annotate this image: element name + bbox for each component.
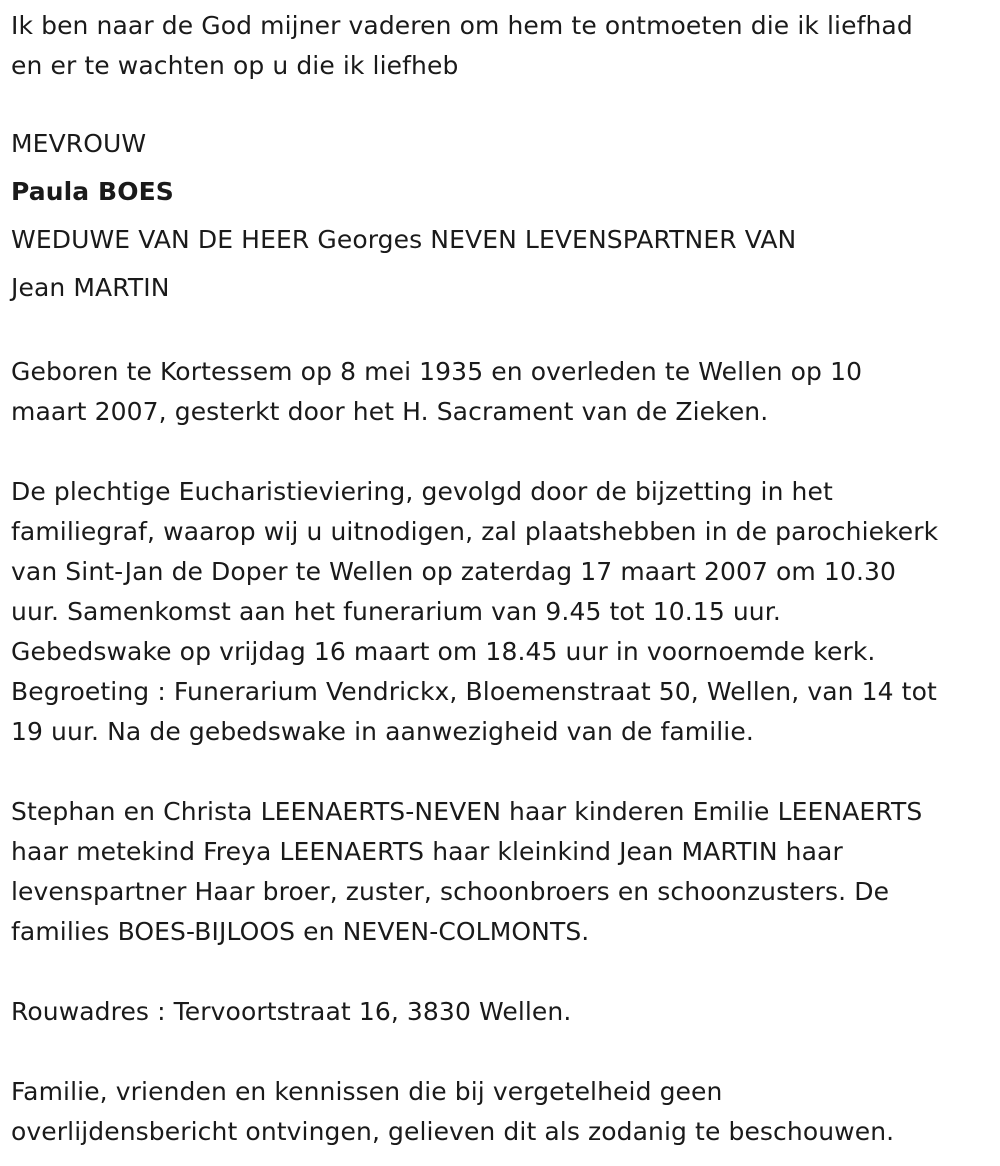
paragraph-line: haar metekind Freya LEENAERTS haar kleinkind Jean MARTIN haar	[11, 837, 843, 866]
notice-paragraph	[11, 1072, 991, 1152]
paragraph-line: uur. Samenkomst aan het funerarium van 9.45 tot 10.15 uur.	[11, 597, 781, 626]
spacer	[11, 312, 991, 352]
birth-death-paragraph	[11, 352, 991, 432]
epigraph-line: Ik ben naar de God mijner vaderen om hem te ontmoeten die ik liefhad	[11, 11, 913, 40]
deceased-name: Paula BOES	[11, 177, 174, 206]
family-paragraph	[11, 792, 991, 952]
spacer	[11, 752, 991, 792]
spacer	[11, 432, 991, 472]
paragraph-line: De plechtige Eucharistieviering, gevolgd door de bijzetting in het	[11, 477, 833, 506]
ceremony-paragraph	[11, 472, 991, 752]
paragraph-line: levenspartner Haar broer, zuster, schoonbroers en schoonzusters. De	[11, 877, 890, 906]
address-paragraph	[11, 992, 991, 1032]
death-notice	[11, 6, 991, 1152]
paragraph-line: 19 uur. Na de gebedswake in aanwezigheid van de familie.	[11, 717, 754, 746]
paragraph-line: Gebedswake op vrijdag 16 maart om 18.45 uur in voornoemde kerk.	[11, 637, 876, 666]
epigraph	[11, 6, 991, 86]
paragraph-line: familiegraf, waarop wij u uitnodigen, zal plaatshebben in de parochiekerk	[11, 517, 939, 546]
paragraph-line: overlijdensbericht ontvingen, gelieven dit als zodanig te beschouwen.	[11, 1117, 895, 1146]
partner-name: Jean MARTIN	[11, 273, 170, 302]
heading-block	[11, 120, 991, 312]
paragraph-line: van Sint-Jan de Doper te Wellen op zaterdag 17 maart 2007 om 10.30	[11, 557, 897, 586]
paragraph-line: Stephan en Christa LEENAERTS-NEVEN haar kinderen Emilie LEENAERTS	[11, 797, 923, 826]
spacer	[11, 952, 991, 992]
epigraph-line: en er te wachten op u die ik liefheb	[11, 51, 459, 80]
paragraph-line: Geboren te Kortessem op 8 mei 1935 en overleden te Wellen op 10	[11, 357, 863, 386]
honorific: MEVROUW	[11, 129, 147, 158]
paragraph-line: Rouwadres : Tervoortstraat 16, 3830 Wellen.	[11, 997, 572, 1026]
spacer	[11, 1032, 991, 1072]
paragraph-line: maart 2007, gesterkt door het H. Sacrament van de Zieken.	[11, 397, 769, 426]
paragraph-line: families BOES-BIJLOOS en NEVEN-COLMONTS.	[11, 917, 590, 946]
paragraph-line: Familie, vrienden en kennissen die bij vergetelheid geen	[11, 1077, 723, 1106]
paragraph-line: Begroeting : Funerarium Vendrickx, Bloemenstraat 50, Wellen, van 14 tot	[11, 677, 937, 706]
relation-line: WEDUWE VAN DE HEER Georges NEVEN LEVENSPARTNER VAN	[11, 225, 797, 254]
